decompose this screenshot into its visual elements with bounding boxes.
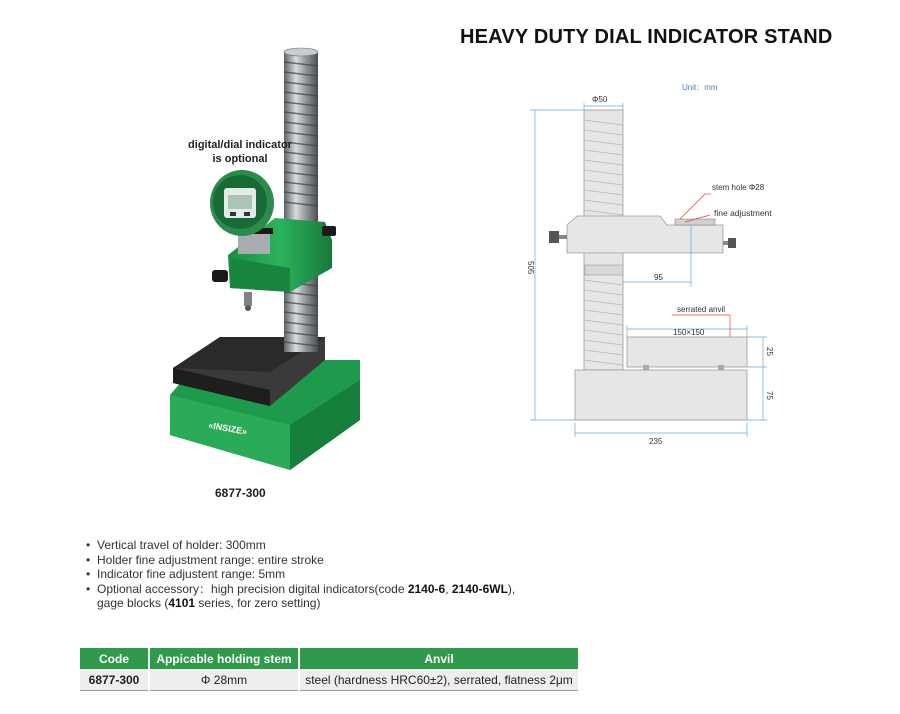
spec-text: gage blocks (: [97, 596, 169, 610]
spec-text: Holder fine adjustment range: entire stroke: [97, 552, 324, 567]
table-header-row: [80, 648, 578, 669]
spec-continuation: [86, 596, 515, 611]
spec-separator: ,: [445, 581, 452, 596]
spec-table: [80, 648, 578, 691]
spec-item: [86, 553, 515, 568]
diagram-left-knob: [549, 231, 559, 243]
unit-label: Unit：mm: [682, 83, 718, 92]
serrated-anvil-label: serrated anvil: [677, 305, 726, 314]
spec-text-end: ),: [507, 581, 516, 596]
spec-text-end: series, for zero setting): [195, 596, 321, 610]
header-code: Code: [80, 648, 149, 669]
indicator-caption: [175, 138, 305, 166]
spec-list: [86, 538, 515, 611]
base-width-label: 235: [649, 437, 663, 446]
fine-adjust-knob: [322, 226, 336, 236]
stem-diameter-label: Φ50: [592, 95, 608, 104]
spec-item: [86, 582, 515, 597]
table-row: [80, 669, 578, 691]
base-height-label: 75: [765, 391, 774, 400]
cell-holding-stem: Φ 28mm: [149, 669, 299, 691]
fine-adjustment-label: fine adjustment: [714, 208, 772, 218]
spec-text: Vertical travel of holder: 300mm: [97, 538, 266, 552]
caption-line-2: is optional: [212, 153, 268, 165]
diagram-anvil: [627, 337, 747, 367]
accessory-code-2: 2140-6WL: [451, 581, 508, 596]
diagram-right-knob: [728, 238, 736, 248]
clamp-knob: [212, 270, 228, 282]
page-title: HEAVY DUTY DIAL INDICATOR STAND: [460, 26, 833, 48]
cell-anvil: steel (hardness HRC60±2), serrated, flatness 2μm: [299, 669, 578, 691]
spec-text: Optional accessory：high precision digital indicators(code: [97, 581, 408, 596]
header-anvil: Anvil: [299, 648, 578, 669]
caption-line-1: digital/dial indicator: [188, 139, 292, 151]
anvil-size-label: 150×150: [673, 328, 705, 337]
dimension-diagram: [515, 75, 800, 450]
model-number: 6877-300: [215, 486, 266, 500]
product-image: [150, 40, 380, 480]
stem-hole-label: stem hole Φ28: [712, 183, 765, 192]
diagram-base: [575, 370, 747, 420]
anvil-height-label: 25: [765, 347, 774, 356]
spec-text: Indicator fine adjustent range: 5mm: [97, 567, 286, 581]
cell-code: 6877-300: [80, 669, 149, 691]
spec-item: [86, 567, 515, 582]
gage-block-code: 4101: [168, 596, 196, 610]
brand-logo: «INSIZE»: [207, 420, 248, 437]
accessory-code-1: 2140-6: [407, 581, 446, 596]
spec-item: [86, 538, 515, 553]
digital-indicator: [210, 170, 274, 254]
offset-label: 95: [654, 273, 663, 282]
stand-column: [284, 48, 318, 352]
height-label: 505: [526, 261, 535, 275]
header-holding-stem: Appicable holding stem: [149, 648, 299, 669]
